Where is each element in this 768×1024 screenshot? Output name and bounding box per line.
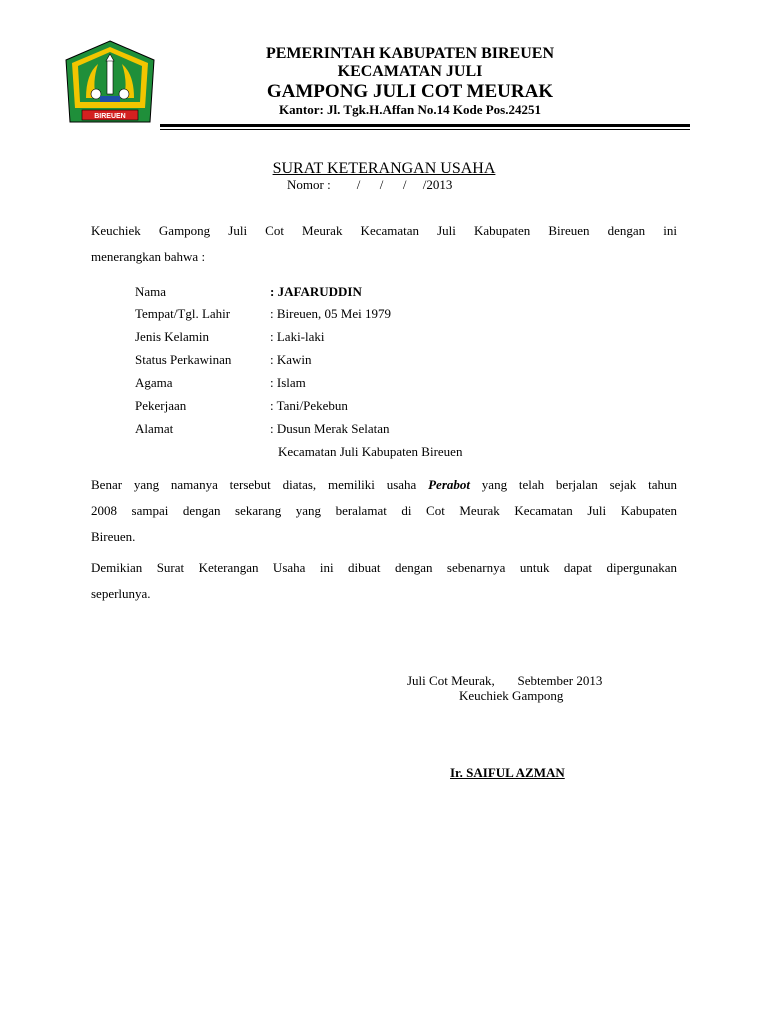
signature-place-date: Juli Cot Meurak, Sebtember 2013 <box>407 673 603 688</box>
closing-paragraph <box>91 555 677 607</box>
document-number: Nomor : / / / /2013 <box>287 177 453 192</box>
intro-paragraph <box>91 218 677 270</box>
letterhead-divider-thick <box>160 124 690 127</box>
letterhead-divider-thin <box>160 129 690 130</box>
letterhead-address: Kantor: Jl. Tgk.H.Affan No.14 Kode Pos.24251 <box>279 102 541 117</box>
closing-line-1: Demikian Surat Keterangan Usaha ini dibuat dengan sebenarnya untuk dapat dipergunakan <box>91 560 677 575</box>
body-line-3: Bireuen. <box>91 529 136 544</box>
intro-line-1: Keuchiek Gampong Juli Cot Meurak Kecamatan Juli Kabupaten Bireuen dengan ini <box>91 223 677 238</box>
letterhead-district: KECAMATAN JULI <box>337 63 483 80</box>
body-paragraph <box>91 472 677 550</box>
document-title: SURAT KETERANGAN USAHA <box>272 160 496 177</box>
body-line-1: Benar yang namanya tersebut diatas, memiliki usaha Perabot yang telah berjalan sejak tahun <box>91 477 677 492</box>
logo-text: BIREUEN <box>94 113 126 120</box>
closing-line-2: seperlunya. <box>91 586 151 601</box>
letterhead-village: GAMPONG JULI COT MEURAK <box>266 81 554 102</box>
bireuen-emblem-logo <box>62 38 158 134</box>
business-type: Perabot <box>428 477 470 492</box>
letterhead-government: PEMERINTAH KABUPATEN BIREUEN <box>265 45 555 62</box>
body-line-2: 2008 sampai dengan sekarang yang beralamat di Cot Meurak Kecamatan Juli Kabupaten <box>91 503 677 518</box>
letter-page: BIREUEN PEMERINTAH KABUPATEN BIREUEN KECAMATAN JULI GAMPONG JULI COT MEURAK Kantor: Jl. Tgk.H.Affan No.14 Kode Pos.24251 SURAT KETERANGAN USAHA Nomor : / / / /2013 Keuchiek Gampong Juli Cot Meurak Kecamatan Juli Kabupaten Bireuen dengan ini menerangkan bahwa : Nama : JAFARUDDIN Tempat/Tgl. Lahir : Bireuen, 05 Mei 1979 Jenis Kelamin : Laki-laki Status Perkawinan : Kawin Agama : Islam Pekerjaan : Tani/Pekebun Alamat : Dusun Merak Selatan Kecamatan Juli Kabupaten Bireuen Benar yang namanya tersebut diatas, memiliki usaha Perabot yang telah berjalan sejak tahun 2008 sampai dengan sekarang yang beralamat di Cot Meurak Kecamatan Juli Kabupaten Bireuen. Demikian Surat Keterangan Usaha ini dibuat dengan sebenarnya untuk dapat dipergunakan seperlunya. Juli Cot Meurak, Sebtember 2013 Keuchiek Gampong Ir. SAIFUL AZMAN <box>0 0 768 1024</box>
signature-name: Ir. SAIFUL AZMAN <box>450 765 565 780</box>
intro-line-2: menerangkan bahwa : <box>91 249 206 264</box>
signature-position: Keuchiek Gampong <box>459 688 564 703</box>
